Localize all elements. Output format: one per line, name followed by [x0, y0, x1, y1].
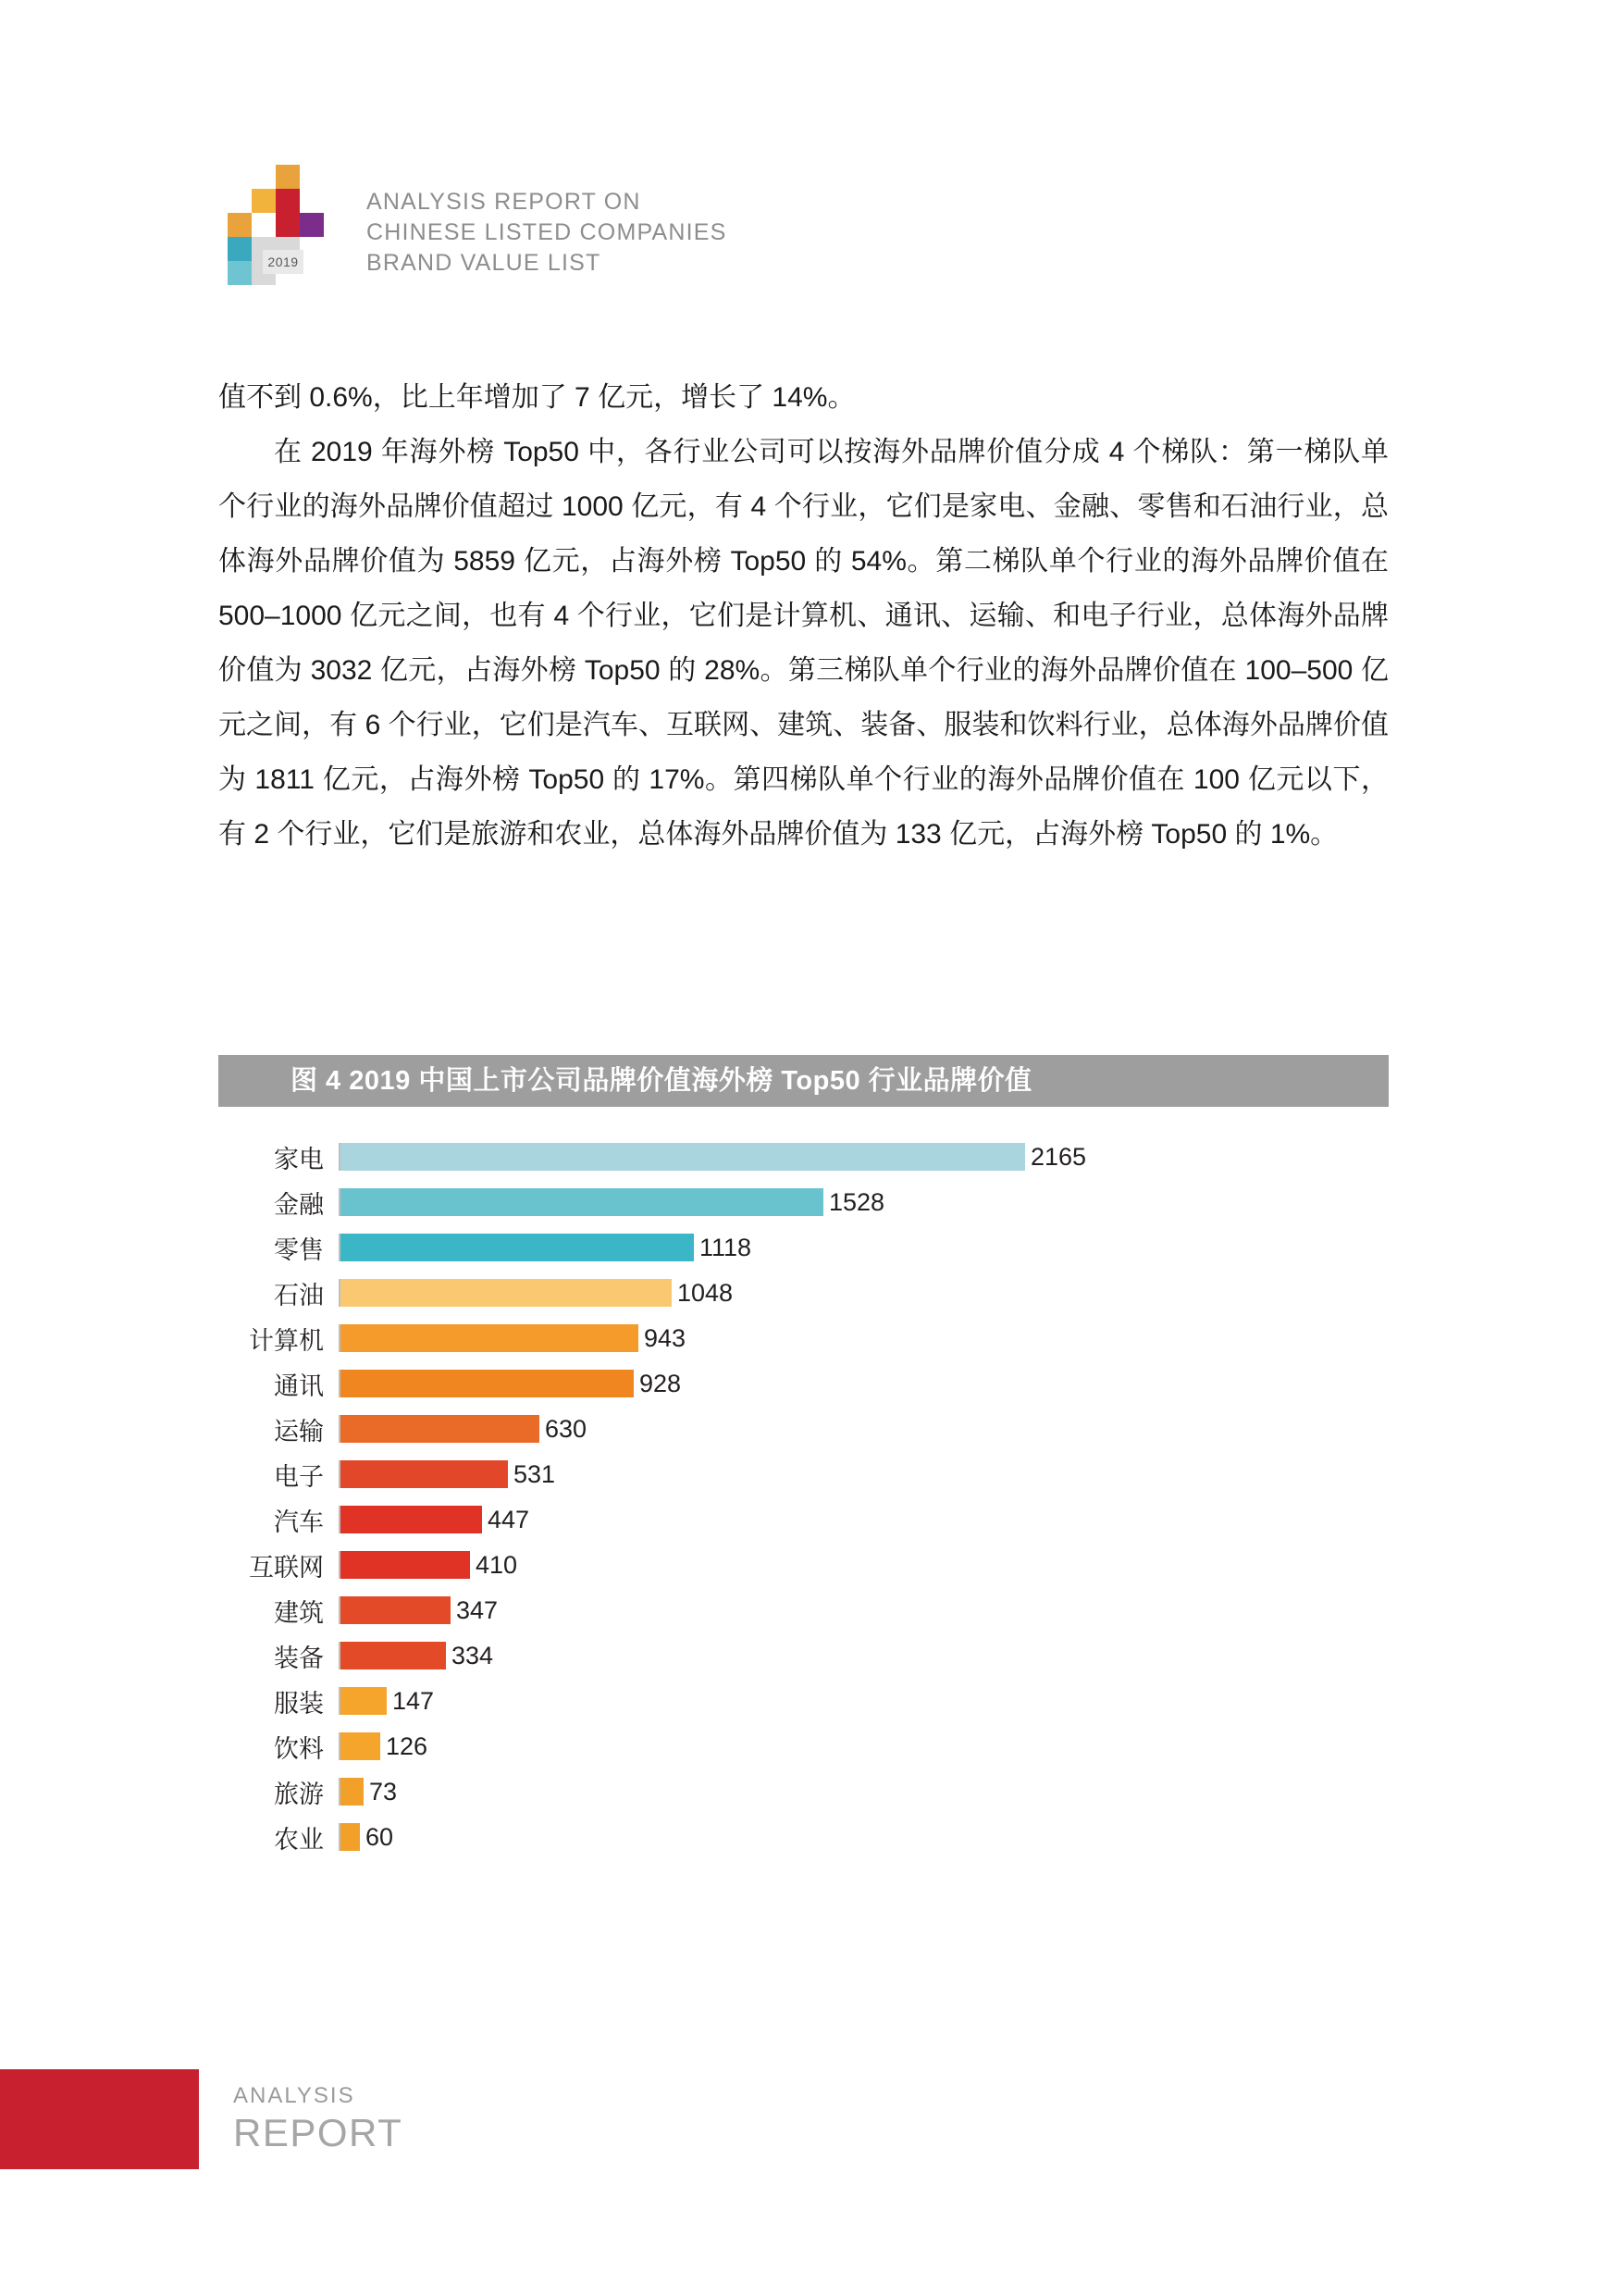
chart-bar-track — [339, 1551, 1389, 1579]
footer-text — [233, 2082, 402, 2156]
bar-chart — [218, 1138, 1389, 1855]
chart-category-label: 通讯 — [274, 1371, 324, 1400]
chart-row — [218, 1546, 1389, 1583]
chart-value-label: 943 — [644, 1323, 686, 1352]
chart-row — [218, 1682, 1389, 1719]
chart-value-label: 1118 — [699, 1233, 752, 1261]
chart-row — [218, 1138, 1389, 1175]
chart-value-label: 347 — [456, 1595, 499, 1624]
chart-row — [218, 1592, 1389, 1629]
chart-bar — [340, 1370, 634, 1397]
chart-row — [218, 1456, 1389, 1493]
chart-bar-track — [339, 1279, 1389, 1307]
chart-category-label: 旅游 — [274, 1780, 324, 1808]
paragraph-2: 在 2019 年海外榜 Top50 中，各行业公司可以按海外品牌价值分成 4 个梯队：第一梯队单个行业的海外品牌价值超过 1000 亿元，有 4 个行业，它们是家电、金融、零售和石油行业，总体海外品牌价值为 5859 亿元，占海外榜 Top50 的 54%。第二梯队单个行业的海外品牌价值在 500–1000 亿元之间，也有 4 个行业，它们是计算机、通讯、运输、和电子行业，总体海外品牌价值为 3032 亿元，占海外榜 Top50 的 28%。第三梯队单个行业的海外品牌价值在 100–500 亿元之间，有 6 个行业，它们是汽车、互联网、建筑、装备、服装和饮料行业，总体海外品牌价值为 1811 亿元，占海外榜 Top50 的 17%。第四梯队单个行业的海外品牌价值在 100 亿元以下，有 2 个行业，它们是旅游和农业，总体海外品牌价值为 133 亿元，占海外榜 Top50 的 1%。 — [218, 437, 1389, 850]
chart-bar — [340, 1687, 387, 1715]
report-header — [218, 165, 727, 290]
chart-value-label: 2165 — [1031, 1142, 1087, 1171]
chart-bar — [340, 1778, 364, 1806]
chart-row — [218, 1365, 1389, 1402]
report-title-line-1: ANALYSIS REPORT ON — [366, 189, 641, 215]
chart-category-label: 零售 — [274, 1235, 324, 1264]
chart-bar — [340, 1732, 380, 1760]
chart-bar — [340, 1143, 1025, 1171]
chart-value-label: 447 — [488, 1505, 530, 1533]
chart-bar — [340, 1551, 470, 1579]
chart-value-label: 630 — [545, 1414, 587, 1443]
chart-value-label: 1048 — [677, 1278, 734, 1307]
chart-bar-track — [339, 1460, 1389, 1488]
chart-bar-track — [339, 1642, 1389, 1669]
chart-bar-track — [339, 1732, 1389, 1760]
figure-caption: 图 4 2019 中国上市公司品牌价值海外榜 Top50 行业品牌价值 — [218, 1055, 1389, 1107]
chart-bar — [340, 1188, 823, 1216]
footer-big-label: REPORT — [233, 2111, 403, 2154]
chart-row — [218, 1501, 1389, 1538]
chart-bar — [340, 1460, 508, 1488]
chart-bar-track — [339, 1188, 1389, 1216]
chart-bar-track — [339, 1506, 1389, 1533]
footer-accent-block — [0, 2069, 199, 2169]
chart-row — [218, 1410, 1389, 1447]
body-text — [218, 370, 1389, 862]
chart-bar-track — [339, 1823, 1389, 1851]
chart-category-label: 计算机 — [249, 1326, 324, 1355]
chart-category-label: 服装 — [274, 1689, 324, 1718]
chart-value-label: 73 — [369, 1777, 398, 1806]
chart-bar — [340, 1234, 694, 1261]
chart-row — [218, 1184, 1389, 1221]
chart-category-label: 建筑 — [274, 1598, 324, 1627]
chart-row — [218, 1274, 1389, 1311]
chart-value-label: 126 — [386, 1731, 428, 1760]
chart-value-label: 531 — [513, 1459, 556, 1488]
chart-bar — [340, 1596, 451, 1624]
chart-value-label: 334 — [451, 1641, 494, 1669]
chart-bar-track — [339, 1778, 1389, 1806]
chart-bar-track — [339, 1596, 1389, 1624]
report-title — [366, 187, 727, 279]
chart-bar-track — [339, 1415, 1389, 1443]
chart-bar — [340, 1506, 482, 1533]
footer-small-label: ANALYSIS — [233, 2083, 355, 2108]
chart-value-label: 60 — [365, 1822, 394, 1851]
report-title-line-3: BRAND VALUE LIST — [366, 250, 601, 276]
chart-bar — [340, 1415, 539, 1443]
chart-category-label: 装备 — [274, 1644, 324, 1672]
chart-value-label: 147 — [392, 1686, 435, 1715]
chart-value-label: 410 — [476, 1550, 518, 1579]
chart-row — [218, 1320, 1389, 1357]
chart-bar-track — [339, 1370, 1389, 1397]
paragraph-1: 值不到 0.6%，比上年增加了 7 亿元，增长了 14%。 — [218, 382, 856, 413]
chart-category-label: 电子 — [274, 1462, 324, 1491]
brand-logo-icon — [218, 165, 348, 290]
chart-category-label: 家电 — [274, 1145, 324, 1173]
chart-row — [218, 1728, 1389, 1765]
chart-category-label: 互联网 — [249, 1553, 324, 1582]
chart-bar-track — [339, 1234, 1389, 1261]
chart-row — [218, 1818, 1389, 1855]
chart-category-label: 农业 — [274, 1825, 324, 1854]
chart-bar — [340, 1324, 638, 1352]
figure-4 — [218, 1055, 1389, 1864]
chart-bar — [340, 1823, 360, 1851]
chart-bar — [340, 1642, 446, 1669]
report-title-line-2: CHINESE LISTED COMPANIES — [366, 219, 727, 245]
chart-category-label: 汽车 — [274, 1508, 324, 1536]
chart-category-label: 石油 — [274, 1281, 324, 1309]
chart-bar — [340, 1279, 672, 1307]
chart-row — [218, 1773, 1389, 1810]
chart-bar-track — [339, 1324, 1389, 1352]
chart-bar-track — [339, 1687, 1389, 1715]
chart-category-label: 饮料 — [274, 1734, 324, 1763]
logo-year-badge: 2019 — [263, 250, 303, 274]
chart-category-label: 运输 — [274, 1417, 324, 1446]
chart-category-label: 金融 — [274, 1190, 324, 1219]
chart-bar-track — [339, 1143, 1389, 1171]
chart-row — [218, 1229, 1389, 1266]
chart-row — [218, 1637, 1389, 1674]
chart-value-label: 1528 — [829, 1187, 885, 1216]
chart-value-label: 928 — [639, 1369, 682, 1397]
